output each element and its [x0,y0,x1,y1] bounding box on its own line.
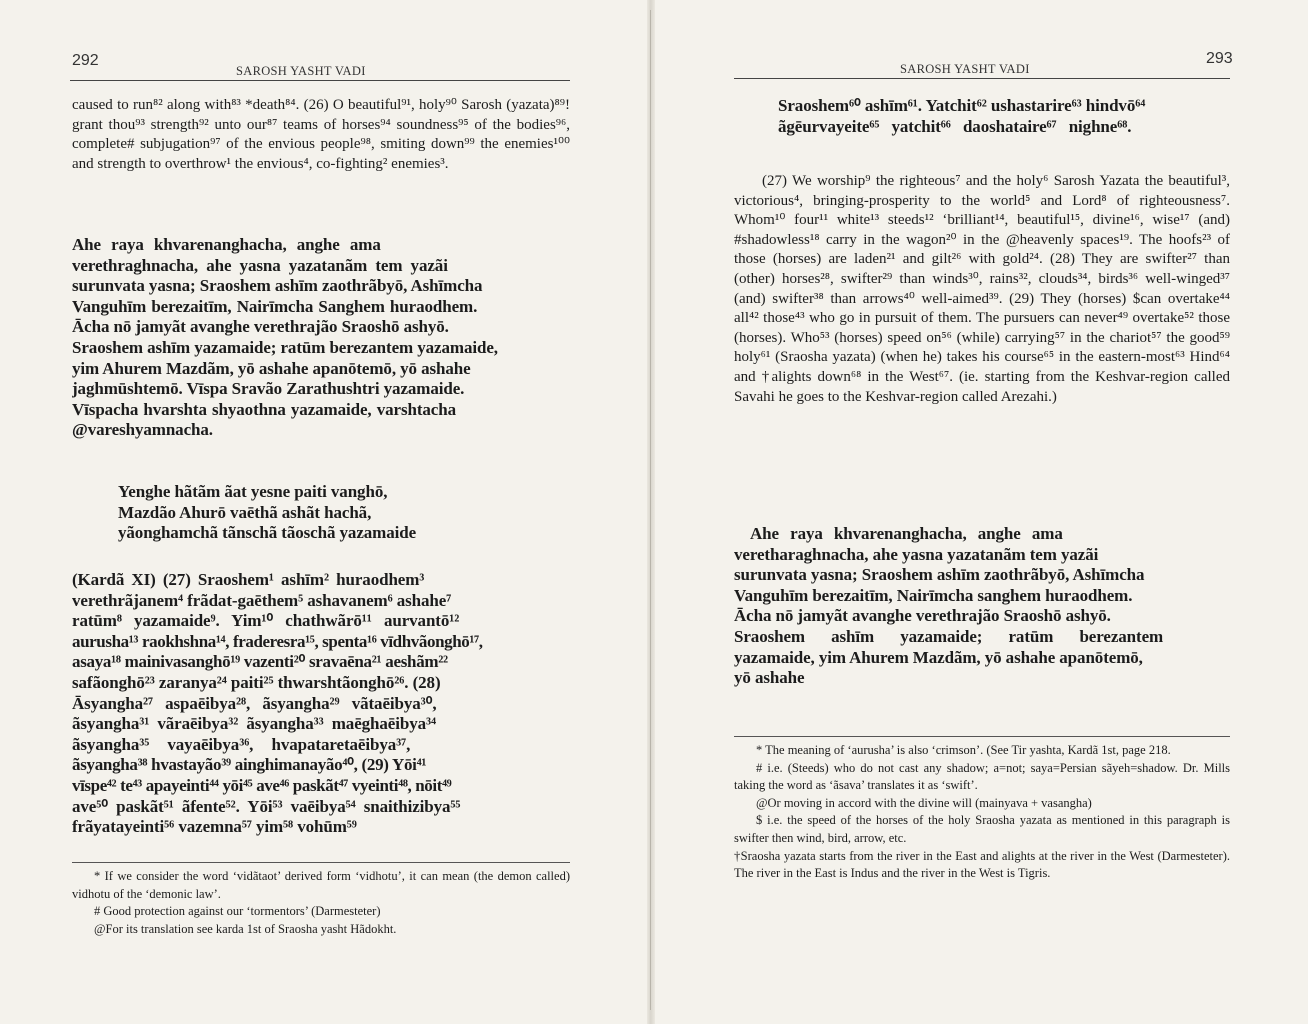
avestan-line: yō ashahe [734,668,805,688]
avestan-line: frãyatayeinti⁵⁶ vazemna⁵⁷ yim⁵⁸ vohūm⁵⁹ [72,817,357,837]
translation-text: (27) We worship⁹ the righteous⁷ and the holy⁶ Sarosh Yazata the beautiful³, victorious⁴, bringing-prosperity to the world⁵ and Lord⁸ of righteousness⁷. Whom¹⁰ four¹¹ white¹³ steeds¹² ‘brilliant¹⁴, beautiful¹⁵, divine¹⁶, wise¹⁷ (and) #shadowless¹⁸ carry in the wagon²⁰ in the @heavenly spaces¹⁹. The hoofs²³ of those (horses) are laden²¹ and gilt²⁶ with gold²⁴. (28) They are swifter²⁷ than (other) horses²⁸, swifter²⁹ than winds³⁰, rains³², clouds³⁴, birds³⁶ well-winged³⁷ (and) swifter³⁸ than arrows⁴⁰ well-aimed³⁹. (29) They (horses) $can overtake⁴⁴ all⁴² those⁴³ who go in pursuit of them. The pursuers can never⁴⁹ overtake⁵² those (horses). Who⁵³ (horses) speed on⁵⁶ (while) carrying⁵⁷ in the chariot⁵⁷ the good⁵⁹ holy⁶¹ (Sraosha yazata) (when he) takes his course⁶⁵ in the eastern-most⁶³ Hind⁶⁴ and †alights down⁶⁸ in the West⁶⁷. (ie. starting from the Keshvar-region called Savahi he goes to the Keshvar-region called Arezahi.) [734,173,1230,405]
verse-line: Mazdão Ahurō vaēthã ashãt hachã, [118,502,372,522]
avestan-line: vīspe⁴² te⁴³ apayeinti⁴⁴ yōi⁴⁵ ave⁴⁶ paskãt⁴⁷ vyeinti⁴⁸, nōit⁴⁹ [72,775,452,795]
avestan-line: safãonghō²³ zaranya²⁴ paiti²⁵ thwarshtãonghō²⁶. (28) [72,672,441,692]
right-page [654,0,1308,1024]
footnote: * If we consider the word ‘vidãtaot’ derived form ‘vidhotu’, it can mean (the demon called) vidhotu of the ‘demonic law’. [72,869,570,901]
avestan-line: verethrãjanem⁴ frãdat-gaēthem⁵ ashavanem⁶ ashahe⁷ [72,590,452,610]
avestan-line: yim Ahurem Mazdãm, yō ashahe apanōtemō, yō ashahe [72,358,471,378]
avestan-block [734,524,1230,689]
footnote: * The meaning of ‘aurusha’ is also ‘crimson’. (See Tir yashta, Kardã 1st, page 218. [756,743,1171,757]
avestan-line: ãgēurvayeite⁶⁵ yatchit⁶⁶ daoshataire⁶⁷ nighne⁶⁸. [778,116,1132,136]
avestan-line: Ahe raya khvarenanghacha, anghe ama [72,235,381,254]
avestan-line: (Kardã XI) (27) Sraoshem¹ ashīm² huraodhem³ [72,570,425,589]
avestan-line: ave⁵⁰ paskãt⁵¹ ãfente⁵². Yōi⁵³ vaēibya⁵⁴ snaithizibya⁵⁵ [72,796,461,816]
footnotes [72,868,570,938]
avestan-line: Sraoshem ashīm yazamaide; ratūm berezantem [734,626,1164,646]
avestan-block-2 [72,570,570,838]
left-page [0,0,650,1024]
footnotes [734,742,1230,883]
footnote-rule [734,736,1230,737]
avestan-line: jaghmūshtemō. Vīspa Sravão Zarathushtri yazamaide. [72,379,465,399]
verse-block [118,482,578,544]
avestan-line: verethraghnacha, ahe yasna yazatanãm tem yazãi [72,255,448,275]
running-head: SAROSH YASHT VADI [236,64,366,78]
avestan-line: Sraoshem ashīm yazamaide; ratūm berezantem yazamaide, [72,337,498,357]
avestan-line: Vanguhīm berezaitīm, Nairīmcha sanghem huraodhem. [734,585,1133,605]
avestan-line: Sraoshem⁶⁰ ashīm⁶¹. Yatchit⁶² ushastarire⁶³ hindvō⁶⁴ [778,96,1146,115]
avestan-line: ratūm⁸ yazamaide⁹. Yim¹⁰ chathwãrō¹¹ aurvantō¹² [72,611,460,631]
gutter-line [650,10,651,1010]
footnote: †Sraosha yazata starts from the river in the East and alights at the river in the West (Darmesteter). The river in the East is Indus and the river in the West is Tigris. [734,848,1230,881]
avestan-line: Vanguhīm berezaitīm, Nairīmcha Sanghem huraodhem. [72,296,478,316]
verse-line: Yenghe hãtãm ãat yesne paiti vanghō, [118,482,388,501]
avestan-line: ãsyangha³⁸ hvastayão³⁹ ainghimanayão⁴⁰, (29) Yōi⁴¹ [72,755,427,775]
verse-line: yãonghamchã tãnschã tãoschã yazamaide [118,523,417,543]
translation-paragraph [72,96,570,174]
translation-text: caused to run⁸² along with⁸³ *death⁸⁴. (26) O beautiful⁹¹, holy⁹⁰ Sarosh (yazata)⁸⁹! grant thou⁹³ strength⁹² unto our⁸⁷ teams of horses⁹⁴ soundness⁹⁵ of the bodies⁹⁶, complete# subjugation⁹⁷ of the envious people⁹⁸, smiting down⁹⁹ the enemies¹⁰⁰ and strength to overthrow¹ the envious⁴, co-fighting² enemies³. [72,97,570,172]
avestan-line: Ācha nō jamyãt avanghe verethrajão Sraoshō ashyō. [72,317,449,337]
footnote: $ i.e. the speed of the horses of the holy Sraosha yazata as mentioned in this paragraph is swifter then wind, bird, arrow, etc. [734,813,1230,845]
footnote: @For its translation see karda 1st of Sraosha yasht Hãdokht. [94,921,397,936]
footnote: @Or moving in accord with the divine will (mainyava + vasangha) [756,795,1092,810]
avestan-block-1 [72,235,570,441]
avestan-line: ãsyangha³¹ vãraēibya³² ãsyangha³³ maēghaēibya³⁴ [72,714,437,734]
avestan-line: veretharaghnacha, ahe yasna yazatanãm tem yazãi [734,544,1099,564]
avestan-line: surunvata yasna; Sraoshem ashīm zaothrãbyō, Ashīmcha [72,276,483,296]
avestan-line: Vīspacha hvarshta shyaothna yazamaide, varshtacha [72,399,456,419]
page-number: 292 [72,52,99,69]
avestan-line: Āsyangha²⁷ aspaēibya²⁸, ãsyangha²⁹ vãtaēibya³⁰, [72,693,437,713]
avestan-line: asaya¹⁸ mainivasanghō¹⁹ vazenti²⁰ sravaēna²¹ aeshãm²² [72,652,448,672]
avestan-line: surunvata yasna; Sraoshem ashīm zaothrãbyō, Ashīmcha [734,565,1145,585]
avestan-line: Ācha nō jamyãt avanghe verethrajão Sraoshō ashyō. [734,606,1111,626]
avestan-line: Ahe raya khvarenanghacha, anghe ama [750,524,1063,543]
footnote-rule [72,862,570,863]
footnote: # Good protection against our ‘tormentors’ (Darmesteter) [94,904,381,919]
avestan-line: ãsyangha³⁵ vayaēibya³⁶, hvapataretaēibya³⁷, [72,734,411,754]
translation-paragraph [734,172,1230,407]
avestan-line: @vareshyamnacha. [72,420,213,440]
header-rule [70,80,570,81]
avestan-line: aurusha¹³ raokhshna¹⁴, fraderesra¹⁵, spenta¹⁶ vīdhvãonghō¹⁷, [72,631,483,651]
running-head: SAROSH YASHT VADI [900,62,1030,76]
footnote: # i.e. (Steeds) who do not cast any shadow; a=not; saya=Persian sãyeh=shadow. Dr. Mills taking the word as ‘ãsava’ translates it as ‘swift’. [734,760,1230,793]
avestan-top [778,96,1230,137]
header-rule [734,78,1230,79]
avestan-line: yazamaide, yim Ahurem Mazdãm, yō ashahe apanōtemō, [734,647,1143,667]
page-number: 293 [1206,50,1233,67]
